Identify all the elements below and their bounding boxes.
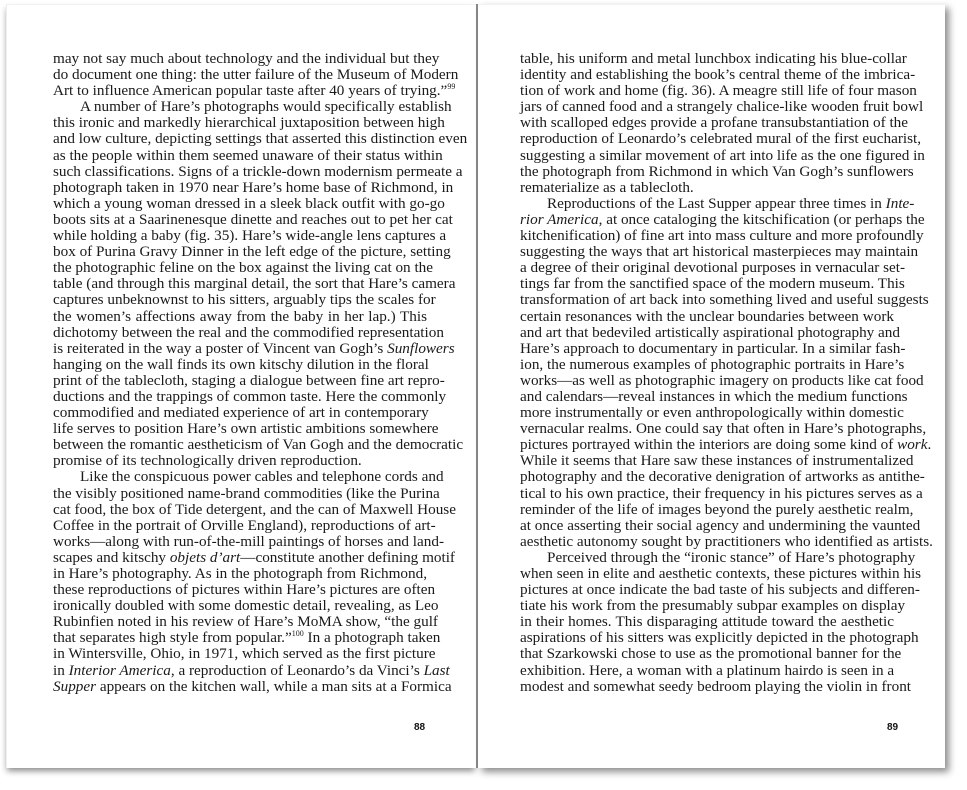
text-run: in Hare’s photography. As in the photograph from Richmond,	[53, 565, 427, 582]
text-line	[53, 162, 463, 180]
text-line	[53, 323, 444, 341]
text-line	[520, 565, 922, 582]
text-run: in Wintersville, Ohio, in 1971, which served as the first picture	[53, 645, 436, 663]
text-run: Hare’s approach to documentary in particular. In a similar fash-	[520, 339, 906, 357]
text-run: , at once cataloging the kitschification (or perhaps the	[598, 210, 925, 228]
text-line	[53, 82, 456, 100]
italic-title: Last	[423, 661, 450, 679]
text-line	[53, 275, 456, 293]
text-line	[53, 387, 447, 405]
text-run: A number of Hare’s photographs would specifically establish	[80, 98, 452, 116]
text-run: vernacular realms. One could say that often in Hare’s photographs,	[520, 420, 927, 438]
text-line	[520, 194, 915, 212]
text-line	[53, 243, 451, 261]
text-line	[520, 663, 894, 679]
text-line	[520, 420, 927, 438]
text-run: that Szarkowski chose to use as the promotional banner for the	[520, 645, 902, 663]
text-run: Perceived through the “ironic stance” of Hare’s photography	[547, 548, 916, 566]
text-line	[520, 309, 894, 325]
italic-title: work	[897, 436, 928, 454]
left-page-body-text	[53, 50, 468, 695]
text-run: at once asserting their social agency and undermining the vaunted	[520, 516, 921, 534]
text-line	[53, 629, 441, 647]
text-line	[520, 323, 900, 341]
text-line	[53, 468, 444, 486]
text-line	[53, 645, 436, 663]
text-line	[53, 66, 459, 84]
text-line	[53, 453, 427, 469]
text-line	[53, 210, 453, 228]
text-line	[53, 436, 464, 454]
text-run: table (and through this marginal detail, the sort that Hare’s camera	[53, 275, 456, 293]
text-run: While it seems that Hare saw these instances of instrumentalized	[520, 452, 914, 470]
text-run: photography and the decorative denigration of artworks as antithe-	[520, 468, 925, 486]
text-run: cat food, the box of Tide detergent, and the can of Maxwell House	[53, 500, 456, 518]
text-run: works—along with run-of-the-mill paintings of horses and land-	[53, 532, 445, 550]
text-line	[520, 614, 894, 630]
text-run: print of the tablecloth, staging a dialogue between fine art repro-	[53, 371, 445, 389]
text-run: is reiterated in the way a poster of Vincent van Gogh’s	[53, 339, 388, 357]
text-line	[520, 484, 923, 502]
text-run: and art that bedeviled artistically aspirational photography and	[520, 323, 900, 341]
text-run: suggesting a similar movement of art into life as the one figured in	[520, 146, 925, 164]
text-line	[53, 130, 468, 148]
text-run: as the people within them seemed unaware of their status within	[53, 146, 443, 164]
italic-title: Sunflowers	[387, 339, 455, 357]
text-run: works—as well as photographic imagery on products like cat food	[520, 371, 924, 389]
text-line	[520, 243, 919, 261]
text-line	[520, 597, 906, 615]
text-run: hanging on the wall finds its own kitschy dilution in the floral	[53, 355, 429, 373]
text-line	[53, 566, 427, 582]
text-run: modest and somewhat seedy bedroom playing the violin in front	[520, 677, 912, 695]
text-run: tion of work and home (fig. 36). A meagre still life of four mason	[520, 82, 917, 100]
text-run: —constitute another defining motif	[240, 548, 455, 566]
italic-title: Supper	[53, 677, 97, 695]
text-run: tiate his work from the presumably subpar examples on display	[520, 597, 906, 615]
text-line	[520, 259, 906, 277]
text-run: dichotomy between the real and the commodified representation	[53, 323, 444, 341]
text-line	[520, 532, 933, 550]
text-run: pictures at once indicate the bad taste of his subjects and differen-	[520, 581, 920, 599]
text-run: photograph taken in 1970 near Hare’s home base of Richmond, in	[53, 178, 454, 196]
text-run: when seen in elite and aesthetic contexts, these pictures within his	[520, 565, 922, 582]
text-run: ductions and the trappings of common taste. Here the commonly	[53, 387, 447, 405]
text-run: such classifications. Signs of a trickle-down modernism permeate a	[53, 162, 463, 180]
text-line	[520, 452, 914, 470]
text-line	[53, 227, 447, 245]
left-page-number: 88	[414, 722, 426, 733]
text-run: between the romantic aestheticism of Van Gogh and the democratic	[53, 436, 464, 454]
text-line	[520, 50, 907, 67]
text-line	[520, 291, 929, 309]
right-page	[478, 4, 945, 768]
footnote-reference: 100	[291, 629, 304, 639]
italic-title: rior America	[520, 210, 599, 228]
text-line	[53, 484, 440, 502]
text-line	[520, 339, 906, 357]
text-line	[520, 436, 932, 454]
text-run: these reproductions of pictures within Hare’s pictures are often	[53, 581, 436, 599]
text-run: aesthetic autonomy sought by practitioners who identified as artists.	[520, 532, 933, 550]
text-line	[53, 371, 445, 389]
text-run: boots sits at a Saarinenesque dinette and reaches out to pet her cat	[53, 210, 453, 228]
text-line	[53, 661, 450, 679]
text-run: the photograph from Richmond in which Van Gogh’s sunflowers	[520, 162, 914, 180]
text-run: promise of its technologically driven reproduction.	[53, 452, 362, 470]
text-line	[520, 98, 924, 116]
text-run: the visibly positioned name-brand commodities (like the Purina	[53, 484, 440, 502]
text-run: transformation of art back into something lived and useful suggests	[520, 291, 929, 309]
text-run: and calendars—reveal instances in which the medium functions	[520, 387, 908, 405]
text-run: in	[53, 661, 69, 679]
text-run: captures unbeknownst to his sitters, arguably tips the scales for	[53, 291, 436, 309]
italic-title: Inte-	[885, 194, 915, 212]
text-run: reproduction of Leonardo’s celebrated mural of the first eucharist,	[520, 130, 922, 148]
text-line	[53, 677, 452, 695]
text-run: appears on the kitchen wall, while a man sits at a Formica	[96, 677, 452, 695]
text-run: may not say much about technology and the individual but they	[53, 50, 440, 67]
text-line	[520, 468, 925, 486]
text-run: Reproductions of the Last Supper appear three times in	[547, 194, 886, 212]
text-run: In a photograph taken	[303, 629, 441, 647]
text-line	[520, 500, 914, 518]
text-run: , a reproduction of Leonardo’s da Vinci’s	[170, 661, 424, 679]
text-line	[520, 387, 908, 405]
text-run: suggesting the ways that art historical masterpieces may maintain	[520, 243, 919, 261]
text-line	[53, 146, 443, 164]
text-line	[53, 194, 445, 212]
text-run: the women’s affections away from the baby in her lap.) This	[53, 307, 427, 325]
text-line	[520, 227, 924, 245]
text-line	[520, 130, 922, 148]
text-line	[53, 500, 456, 518]
text-run: in their homes. This disparaging attitude toward the aesthetic	[520, 613, 894, 631]
text-line	[520, 82, 917, 100]
text-line	[53, 581, 436, 599]
text-line	[53, 291, 436, 309]
text-run: that separates high style from popular.”	[53, 629, 292, 647]
left-page	[6, 4, 476, 768]
text-run: a degree of their original devotional purposes in vernacular set-	[520, 259, 906, 277]
text-run: do document one thing: the utter failure of the Museum of Modern	[53, 66, 459, 84]
italic-title: Interior America	[68, 661, 171, 679]
text-line	[520, 114, 909, 132]
text-run: pictures portrayed within the interiors are doing some kind of	[520, 436, 898, 454]
text-run: kitchenification) of fine art into mass culture and more profoundly	[520, 227, 924, 245]
text-run: aspirations of his sitters was explicitly depicted in the photograph	[520, 629, 919, 647]
text-run: more instrumentally or even anthropologically within domestic	[520, 404, 904, 422]
right-page-body-text	[520, 50, 933, 695]
text-line	[520, 180, 894, 196]
text-run: certain resonances with the unclear boundaries between work	[520, 307, 894, 325]
text-line	[53, 357, 427, 373]
text-run: rematerialize as a tablecloth.	[520, 178, 694, 196]
text-run: life serves to position Hare’s own artistic ambitions somewhere	[53, 420, 439, 438]
text-line	[520, 548, 916, 566]
text-run: ion, the numerous examples of photographic portraits in Hare’s	[520, 355, 905, 373]
text-line	[53, 532, 445, 550]
text-line	[53, 405, 427, 421]
text-line	[53, 114, 445, 132]
text-line	[53, 548, 455, 566]
text-run: identity and establishing the book’s central theme of the imbrica-	[520, 66, 916, 84]
text-line	[53, 420, 439, 438]
right-page-number: 89	[887, 722, 899, 733]
text-line	[520, 629, 919, 647]
text-line	[53, 309, 427, 325]
text-line	[53, 178, 454, 196]
text-line	[520, 404, 904, 422]
text-line	[520, 677, 912, 695]
italic-title: objets d’art	[169, 548, 241, 566]
text-run: .	[927, 436, 932, 454]
text-run: reminder of the life of images beyond the purely aesthetic realm,	[520, 500, 914, 518]
text-run: commodified and mediated experience of art in contemporary	[53, 404, 429, 422]
text-run: and low culture, depicting settings that asserted this distinction even	[53, 130, 468, 148]
text-run: ironically doubled with some domestic detail, revealing, as Leo	[53, 597, 439, 615]
text-line	[520, 581, 920, 599]
text-run: Art to influence American popular taste after 40 years of trying.”	[53, 82, 448, 100]
text-run: tical to his own practice, their frequency in his pictures serves as a	[520, 484, 923, 502]
text-run: table, his uniform and metal lunchbox indicating his blue-collar	[520, 50, 907, 67]
text-line	[53, 50, 440, 67]
text-line	[53, 339, 455, 357]
text-run: Coffee in the portrait of Orville England), reproductions of art-	[53, 516, 436, 534]
text-run: scapes and kitschy	[53, 548, 170, 566]
text-run: the photographic feline on the box against the living cat on the	[53, 259, 434, 277]
text-run: with scalloped edges provide a profane transubstantiation of the	[520, 114, 909, 132]
text-run: tings far from the sanctified space of the modern museum. This	[520, 275, 905, 293]
text-run: Rubinfien noted in his review of Hare’s MoMA show, “the gulf	[53, 613, 438, 631]
text-line	[520, 162, 914, 180]
text-line	[53, 597, 439, 615]
text-line	[520, 210, 925, 228]
text-line	[53, 516, 436, 534]
text-line	[520, 275, 905, 293]
text-run: jars of canned food and a strangely chalice-like wooden fruit bowl	[520, 98, 924, 116]
footnote-reference: 99	[447, 82, 456, 92]
text-line	[53, 98, 452, 116]
text-line	[53, 259, 434, 277]
text-run: Like the conspicuous power cables and telephone cords and	[80, 468, 444, 486]
text-run: box of Purina Gravy Dinner in the left edge of the picture, setting	[53, 243, 451, 261]
text-line	[520, 146, 925, 164]
text-line	[53, 613, 438, 631]
text-run: while holding a baby (fig. 35). Hare’s wide-angle lens captures a	[53, 227, 447, 245]
text-line	[520, 516, 921, 534]
text-run: which a young woman dressed in a sleek black outfit with go-go	[53, 194, 445, 212]
text-line	[520, 371, 924, 389]
text-run: this ironic and markedly hierarchical juxtaposition between high	[53, 114, 445, 132]
text-line	[520, 355, 905, 373]
text-line	[520, 66, 916, 84]
text-run: exhibition. Here, a woman with a platinum hairdo is seen in a	[520, 661, 895, 679]
text-line	[520, 645, 902, 663]
